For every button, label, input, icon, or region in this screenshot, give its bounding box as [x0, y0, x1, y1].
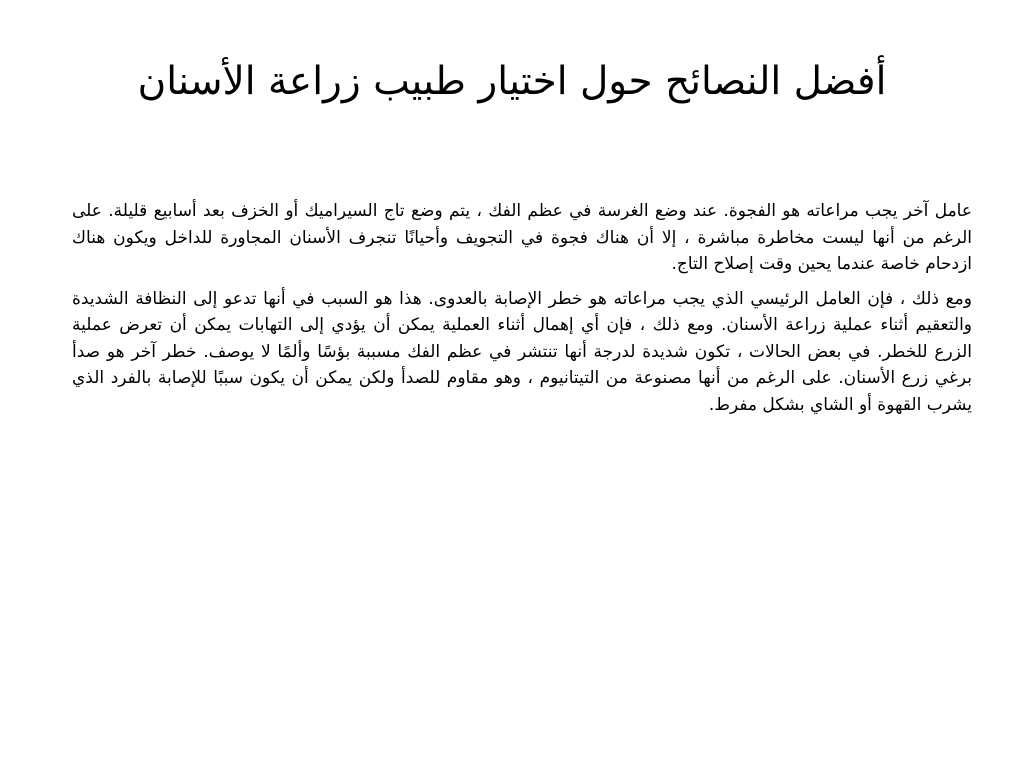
slide-body — [72, 198, 972, 426]
body-paragraph-2: ومع ذلك ، فإن العامل الرئيسي الذي يجب مراعاته هو خطر الإصابة بالعدوى. هذا هو السبب في أنها تدعو إلى النظافة الشديدة والتعقيم أثناء عملية زراعة الأسنان. ومع ذلك ، فإن أي إهمال أثناء العملية يمكن أن يؤدي إلى التهابات يمكن أن تعرض عملية الزرع للخطر. في بعض الحالات ، تكون شديدة لدرجة أنها تنتشر في عظم الفك مسببة بؤسًا وألمًا لا يوصف. خطر آخر هو صدأ برغي زرع الأسنان. على الرغم من أنها مصنوعة من التيتانيوم ، وهو مقاوم للصدأ ولكن يمكن أن يكون سببًا للإصابة بالفرد الذي يشرب القهوة أو الشاي بشكل مفرط. — [72, 288, 972, 415]
slide-title: أفضل النصائح حول اختيار طبيب زراعة الأسنان — [137, 59, 887, 104]
body-paragraph-1: عامل آخر يجب مراعاته هو الفجوة. عند وضع الغرسة في عظم الفك ، يتم وضع تاج السيراميك أو الخزف بعد أسابيع قليلة. على الرغم من أنها ليست مخاطرة مباشرة ، إلا أن هناك فجوة في التجويف وأحيانًا تنجرف الأسنان المجاورة للداخل ويكون هناك ازدحام خاصة عندما يحين وقت إصلاح التاج. — [72, 201, 972, 274]
